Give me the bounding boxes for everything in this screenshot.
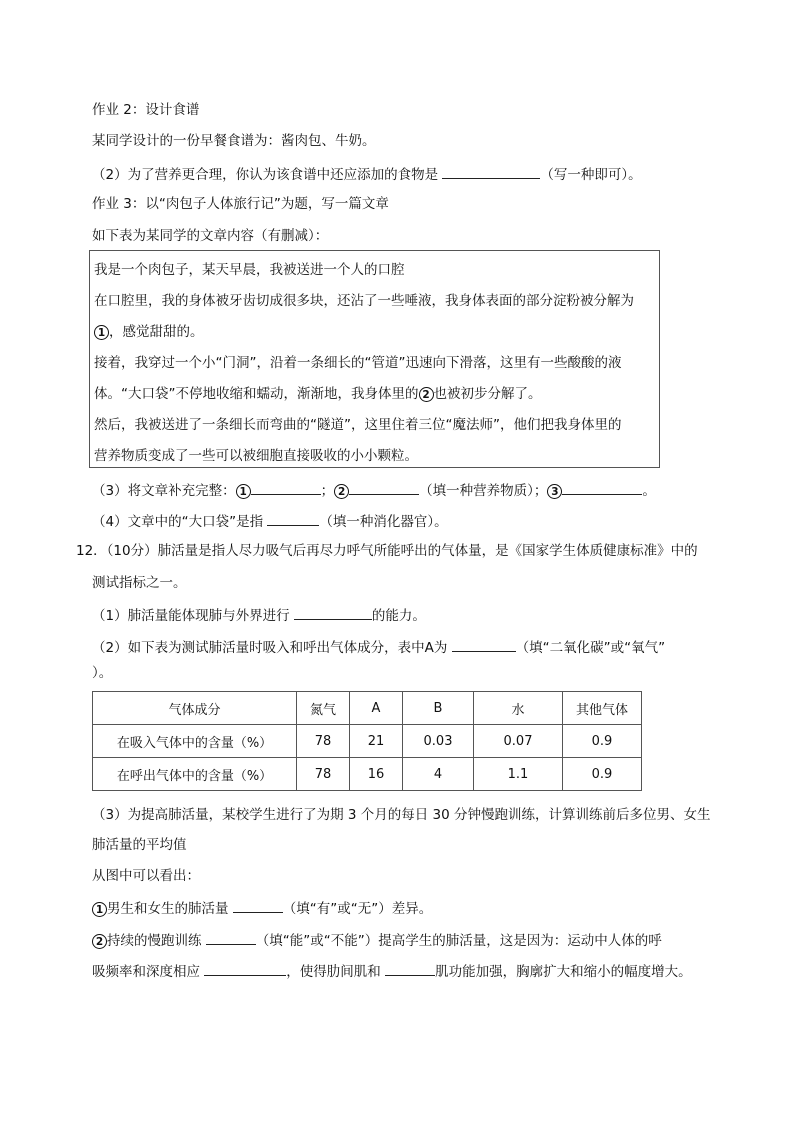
- answer-blank[interactable]: [349, 480, 419, 495]
- table-cell: 在吸入气体中的含量（%）: [93, 725, 297, 758]
- question-4: （4）文章中的“大口袋”是指 （填一种消化器官）。: [92, 511, 448, 531]
- homework-2-title: 作业 2：设计食谱: [92, 102, 200, 118]
- question-3: （3）将文章补充完整： 1 ； 2 （填一种营养物质）； 3 。: [92, 480, 656, 500]
- gas-composition-table: [92, 691, 642, 791]
- table-header-cell: B: [403, 692, 474, 725]
- circled-number: 2: [419, 387, 434, 402]
- answer-blank[interactable]: [233, 898, 283, 913]
- table-cell: 4: [403, 758, 474, 791]
- table-cell: 1.1: [474, 758, 563, 791]
- question-12-part-2: （2）如下表为测试肺活量时吸入和呼出气体成分，表中A为 （填“二氧化碳”或“氧气”: [92, 637, 665, 657]
- question-12-part-1: （1）肺活量能体现肺与外界进行 的能力。: [92, 605, 426, 625]
- table-cell: 0.03: [403, 725, 474, 758]
- answer-blank[interactable]: [442, 164, 540, 179]
- essay-line: 然后，我被送进了一条细长而弯曲的“隧道”，这里住着三位“魔法师”，他们把我身体里的: [94, 417, 622, 433]
- table-cell: 0.9: [563, 725, 642, 758]
- table-row: [93, 725, 642, 758]
- essay-line: 在口腔里，我的身体被牙齿切成很多块，还沾了一些唾液，我身体表面的部分淀粉被分解为: [94, 293, 634, 309]
- table-cell: 0.9: [563, 758, 642, 791]
- essay-line: 我是一个肉包子，某天早晨，我被送进一个人的口腔: [94, 262, 405, 278]
- table-header-row: [93, 692, 642, 725]
- essay-intro: 如下表为某同学的文章内容（有删减）：: [92, 228, 329, 244]
- figure-lead-in: 从图中可以看出：: [92, 868, 200, 884]
- table-header-cell: 水: [474, 692, 563, 725]
- answer-blank[interactable]: [251, 480, 321, 495]
- table-cell: 78: [297, 725, 350, 758]
- table-header-cell: 气体成分: [93, 692, 297, 725]
- answer-blank[interactable]: [562, 480, 642, 495]
- answer-blank[interactable]: [204, 961, 286, 976]
- essay-line: 体。“大口袋”不停地收缩和蠕动，渐渐地，我身体里的 2 也被初步分解了。: [94, 386, 542, 402]
- answer-blank[interactable]: [385, 961, 435, 976]
- table-cell: 0.07: [474, 725, 563, 758]
- table-header-cell: 其他气体: [563, 692, 642, 725]
- circled-number: 2: [92, 934, 107, 949]
- circled-number: 3: [547, 484, 562, 499]
- table-cell: 21: [350, 725, 403, 758]
- circled-number: 1: [94, 325, 109, 340]
- sub-question-2-cont: 吸频率和深度相应 ，使得肋间肌和 肌功能加强，胸廓扩大和缩小的幅度增大。: [92, 961, 692, 981]
- sub-question-1: 1 男生和女生的肺活量 （填“有”或“无”）差异。: [92, 898, 432, 918]
- question-12-part-3-cont: 肺活量的平均值: [92, 837, 187, 853]
- table-cell: 在呼出气体中的含量（%）: [93, 758, 297, 791]
- circled-number: 2: [334, 484, 349, 499]
- answer-blank[interactable]: [452, 637, 516, 652]
- essay-line: 1 ，感觉甜甜的。: [94, 323, 204, 341]
- circled-number: 1: [236, 484, 251, 499]
- answer-blank[interactable]: [267, 511, 319, 526]
- table-cell: 16: [350, 758, 403, 791]
- sub-question-2: 2 持续的慢跑训练 （填“能”或“不能”）提高学生的肺活量，这是因为：运动中人体的呼: [92, 930, 662, 950]
- question-12-heading: 12．（10分）肺活量是指人尽力吸气后再尽力呼气所能呼出的气体量，是《国家学生体质健康标准》中的: [76, 543, 698, 559]
- essay-line: 接着，我穿过一个小“门洞”，沿着一条细长的“管道”迅速向下滑落，这里有一些酸酸的液: [94, 355, 622, 371]
- circled-number: 1: [92, 902, 107, 917]
- question-2: （2）为了营养更合理，你认为该食谱中还应添加的食物是 （写一种即可）。: [92, 164, 642, 184]
- breakfast-menu: 某同学设计的一份早餐食谱为：酱肉包、牛奶。: [92, 133, 376, 149]
- essay-box: [89, 250, 660, 468]
- table-header-cell: A: [350, 692, 403, 725]
- homework-3-title: 作业 3：以“肉包子人体旅行记”为题，写一篇文章: [92, 196, 389, 212]
- answer-blank[interactable]: [294, 605, 372, 620]
- table-header-cell: 氮气: [297, 692, 350, 725]
- question-12-part-3: （3）为提高肺活量，某校学生进行了为期 3 个月的每日 30 分钟慢跑训练，计算训练前后多位男、女生: [92, 807, 711, 823]
- table-cell: 78: [297, 758, 350, 791]
- answer-blank[interactable]: [206, 930, 256, 945]
- table-row: [93, 758, 642, 791]
- question-12-heading-cont: 测试指标之一。: [92, 575, 187, 591]
- question-12-part-2-end: ）。: [92, 665, 113, 681]
- essay-line: 营养物质变成了一些可以被细胞直接吸收的小小颗粒。: [94, 448, 418, 464]
